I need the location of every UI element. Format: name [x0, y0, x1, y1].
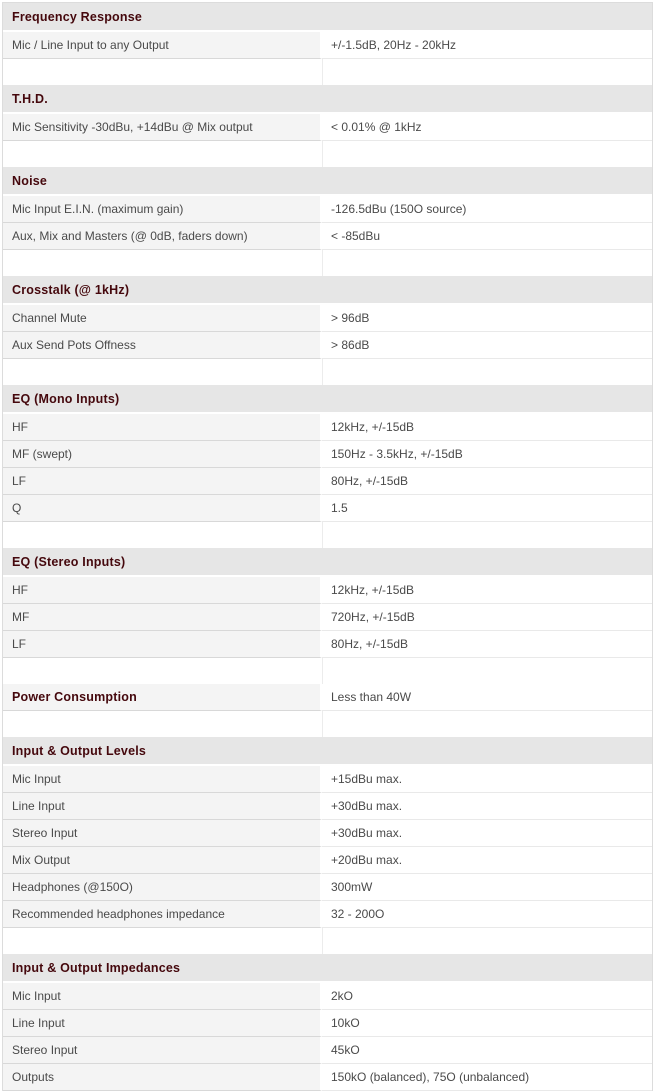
- spacer-left-cell: [3, 250, 323, 276]
- spacer-right-cell: [323, 59, 652, 85]
- spec-value: 12kHz, +/-15dB: [322, 577, 652, 604]
- spec-row: [3, 32, 652, 59]
- section-title: Input & Output Levels: [12, 743, 147, 758]
- spec-label: Mix Output: [3, 847, 322, 874]
- section-spacer: [3, 359, 652, 385]
- spec-row: [3, 793, 652, 820]
- section-spacer: [3, 711, 652, 737]
- spec-row: [3, 1037, 652, 1064]
- spec-row: [3, 414, 652, 441]
- section-title: Input & Output Impedances: [12, 960, 181, 975]
- spec-value: 300mW: [322, 874, 652, 901]
- spec-value: < 0.01% @ 1kHz: [322, 114, 652, 141]
- section-header: [3, 954, 652, 983]
- spacer-right-cell: [323, 658, 652, 684]
- spec-row: [3, 577, 652, 604]
- spec-row: [3, 196, 652, 223]
- spec-value: 32 - 200O: [322, 901, 652, 928]
- spec-label: Aux, Mix and Masters (@ 0dB, faders down): [3, 223, 322, 250]
- spec-row: [3, 1064, 652, 1091]
- spec-row: [3, 223, 652, 250]
- spec-row: [3, 766, 652, 793]
- section-title: EQ (Mono Inputs): [12, 391, 120, 406]
- spec-value: 80Hz, +/-15dB: [322, 631, 652, 658]
- spec-value: 12kHz, +/-15dB: [322, 414, 652, 441]
- spacer-right-cell: [323, 522, 652, 548]
- spec-label: Recommended headphones impedance: [3, 901, 322, 928]
- spec-value: > 86dB: [322, 332, 652, 359]
- spacer-left-cell: [3, 59, 323, 85]
- section-spacer: [3, 928, 652, 954]
- spec-value: +20dBu max.: [322, 847, 652, 874]
- section-header: [3, 85, 652, 114]
- section-header: [3, 385, 652, 414]
- spec-row: [3, 874, 652, 901]
- spec-value: Less than 40W: [322, 684, 652, 711]
- spec-label: Line Input: [3, 793, 322, 820]
- spec-label: Mic Input E.I.N. (maximum gain): [3, 196, 322, 223]
- spec-row: [3, 495, 652, 522]
- spec-value: 10kO: [322, 1010, 652, 1037]
- section-spacer: [3, 250, 652, 276]
- spec-row: [3, 847, 652, 874]
- spec-value: -126.5dBu (150O source): [322, 196, 652, 223]
- spec-row: [3, 468, 652, 495]
- spacer-left-cell: [3, 928, 323, 954]
- spec-value: 150kO (balanced), 75O (unbalanced): [322, 1064, 652, 1091]
- section-header: [3, 3, 652, 32]
- spacer-left-cell: [3, 711, 323, 737]
- spec-label: Mic Sensitivity -30dBu, +14dBu @ Mix output: [3, 114, 322, 141]
- spec-label: Stereo Input: [3, 820, 322, 847]
- spec-row: [3, 114, 652, 141]
- section-spacer: [3, 59, 652, 85]
- specs-table: [2, 2, 653, 1091]
- section-header: [3, 548, 652, 577]
- spec-value: +30dBu max.: [322, 820, 652, 847]
- spec-row: [3, 441, 652, 468]
- spec-value: 80Hz, +/-15dB: [322, 468, 652, 495]
- section-title: Frequency Response: [12, 9, 143, 24]
- spacer-right-cell: [323, 141, 652, 167]
- spec-row: [3, 631, 652, 658]
- spec-value: +30dBu max.: [322, 793, 652, 820]
- spec-label: Stereo Input: [3, 1037, 322, 1064]
- spec-label: Q: [3, 495, 322, 522]
- section-title: Noise: [12, 173, 48, 188]
- spec-row: [3, 820, 652, 847]
- spec-row: [3, 684, 652, 711]
- spec-label: HF: [3, 414, 322, 441]
- section-header: [3, 167, 652, 196]
- spec-row: [3, 901, 652, 928]
- spec-label: HF: [3, 577, 322, 604]
- spacer-right-cell: [323, 711, 652, 737]
- section-title-inline: Power Consumption: [3, 684, 322, 711]
- spacer-right-cell: [323, 928, 652, 954]
- spec-row: [3, 305, 652, 332]
- spec-value: 720Hz, +/-15dB: [322, 604, 652, 631]
- spec-label: LF: [3, 631, 322, 658]
- spec-value: 45kO: [322, 1037, 652, 1064]
- section-header: [3, 276, 652, 305]
- spec-label: Mic / Line Input to any Output: [3, 32, 322, 59]
- spec-label: Line Input: [3, 1010, 322, 1037]
- spec-label: Channel Mute: [3, 305, 322, 332]
- spacer-right-cell: [323, 250, 652, 276]
- spec-label: Headphones (@150O): [3, 874, 322, 901]
- spec-value: > 96dB: [322, 305, 652, 332]
- section-spacer: [3, 141, 652, 167]
- spacer-right-cell: [323, 359, 652, 385]
- spec-row: [3, 332, 652, 359]
- spec-value: 1.5: [322, 495, 652, 522]
- spec-label: Outputs: [3, 1064, 322, 1091]
- spec-label: MF: [3, 604, 322, 631]
- spacer-left-cell: [3, 141, 323, 167]
- spec-label: Mic Input: [3, 766, 322, 793]
- section-spacer: [3, 658, 652, 684]
- spec-value: 150Hz - 3.5kHz, +/-15dB: [322, 441, 652, 468]
- spacer-left-cell: [3, 522, 323, 548]
- spec-value: 2kO: [322, 983, 652, 1010]
- spec-label: Mic Input: [3, 983, 322, 1010]
- spec-row: [3, 1010, 652, 1037]
- spec-label: LF: [3, 468, 322, 495]
- spacer-left-cell: [3, 658, 323, 684]
- spec-label: MF (swept): [3, 441, 322, 468]
- spec-label: Aux Send Pots Offness: [3, 332, 322, 359]
- spec-value: +/-1.5dB, 20Hz - 20kHz: [322, 32, 652, 59]
- section-title: T.H.D.: [12, 91, 48, 106]
- section-title: Crosstalk (@ 1kHz): [12, 282, 130, 297]
- spec-row: [3, 983, 652, 1010]
- spec-value: +15dBu max.: [322, 766, 652, 793]
- spec-value: < -85dBu: [322, 223, 652, 250]
- section-header: [3, 737, 652, 766]
- spacer-left-cell: [3, 359, 323, 385]
- section-title: EQ (Stereo Inputs): [12, 554, 126, 569]
- spec-row: [3, 604, 652, 631]
- section-spacer: [3, 522, 652, 548]
